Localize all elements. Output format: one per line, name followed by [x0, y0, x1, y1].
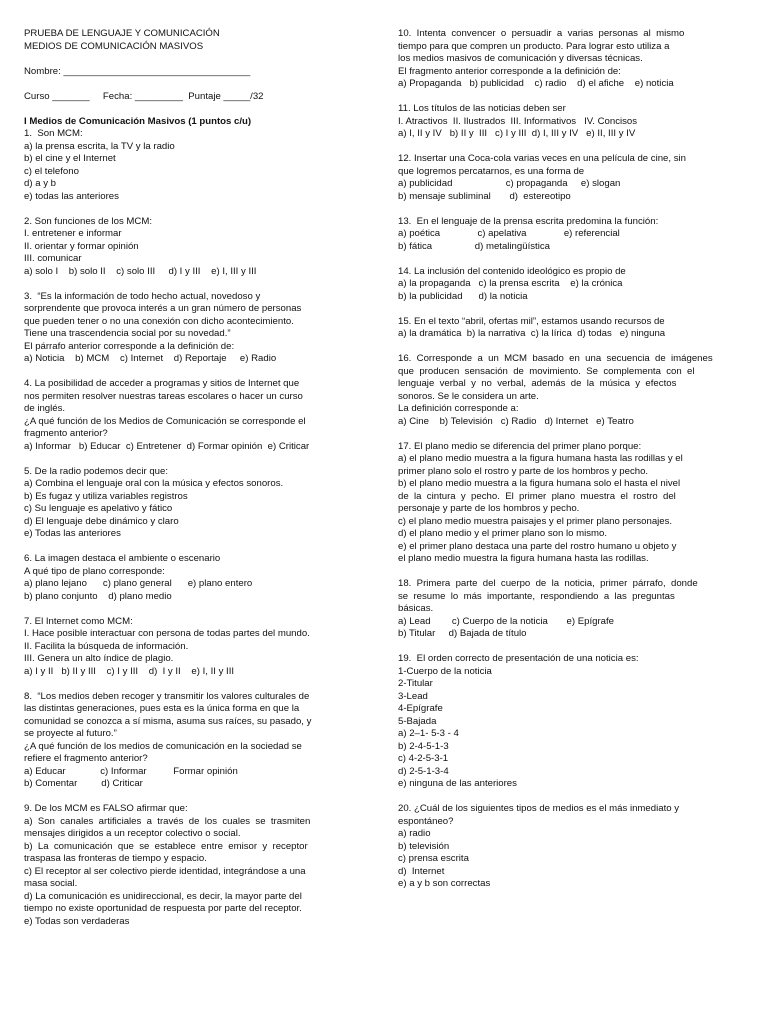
right-column-line: 2-Titular: [398, 678, 433, 689]
right-column-line: b) televisión: [398, 840, 450, 852]
left-column-line: ¿A qué función de los medios de comunicación en la sociedad se: [24, 740, 302, 752]
right-column-line: a) la dramática b) la narrativa c) la lírica d) todas e) ninguna: [398, 328, 666, 339]
left-column-line: I Medios de Comunicación Masivos (1 puntos c/u): [24, 115, 252, 127]
left-column-line: b) plano conjunto d) plano medio: [24, 590, 172, 602]
left-column-line: mensajes dirigidos a un receptor colectivo o social.: [24, 828, 241, 839]
right-column-line: a) publicidad c) propaganda e) slogan: [398, 178, 621, 189]
left-column-line: ¿A qué función de los Medios de Comunicación se corresponde el: [24, 415, 306, 427]
left-column-line: [24, 603, 369, 616]
right-column-line: 20. ¿Cuál de los siguientes tipos de medios es el más inmediato y: [398, 803, 680, 814]
right-column-line: d) el plano medio y el primer plano son lo mismo.: [398, 528, 608, 539]
right-column-line: a) 2–1- 5-3 - 4: [398, 728, 459, 739]
left-column-line: 3. “Es la información de todo hecho actual, novedoso y: [24, 290, 261, 302]
right-column-line: [398, 253, 745, 266]
right-column-line: espontáneo?: [398, 815, 454, 827]
left-column-line: tiempo no existe oportunidad de respuesta por parte del receptor.: [24, 903, 302, 914]
left-column-line: I. Hace posible interactuar con persona de todas partes del mundo.: [24, 628, 310, 639]
left-column-line: a) Educar c) Informar Formar opinión: [24, 765, 238, 777]
left-column-line: 6. La imagen destaca el ambiente o escenario: [24, 553, 221, 564]
right-column-line: I. Atractivos II. Ilustrados III. Informativos IV. Concisos: [398, 115, 638, 127]
left-column: [24, 28, 369, 928]
left-column-line: a) Noticia b) MCM c) Internet d) Reportaje e) Radio: [24, 353, 277, 364]
left-column-line: 9. De los MCM es FALSO afirmar que:: [24, 803, 188, 814]
left-column-line: sorprendente que provoca interés a un gran número de personas: [24, 303, 302, 314]
left-column-line: a) I y II b) II y III c) I y III d) I y II e) I, II y III: [24, 665, 235, 677]
left-column-line: e) Todas son verdaderas: [24, 915, 130, 927]
left-column-line: a) plano lejano c) plano general e) plano entero: [24, 578, 253, 589]
right-column-line: tiempo para que compren un producto. Para lograr esto utiliza a: [398, 40, 670, 52]
right-column-line: c) 4-2-5-3-1: [398, 753, 449, 764]
left-column-line: Tiene una trascendencia social por su novedad.”: [24, 328, 231, 339]
left-column-line: c) El receptor al ser colectivo pierde identidad, integrándose a una: [24, 865, 306, 877]
right-column-line: 3-Lead: [398, 690, 428, 702]
left-column-line: [24, 53, 369, 66]
left-column-line: nos permiten resolver nuestras tareas escolares o hacer un curso: [24, 390, 303, 402]
right-column-line: lenguaje verbal y no verbal, además de la música y efectos: [398, 378, 677, 389]
right-column-line: a) poética c) apelativa e) referencial: [398, 228, 620, 239]
right-column-line: a) Lead c) Cuerpo de la noticia e) Epígrafe: [398, 615, 614, 627]
left-column-line: [24, 78, 369, 91]
left-column-line: b) el cine y el Internet: [24, 153, 116, 164]
right-column-line: a) Propaganda b) publicidad c) radio d) el afiche e) noticia: [398, 78, 674, 89]
left-column-line: [24, 103, 369, 116]
right-column-line: 19. El orden correcto de presentación de una noticia es:: [398, 653, 639, 664]
left-column-line: 5. De la radio podemos decir que:: [24, 465, 168, 477]
left-column-line: I. entretener e informar: [24, 228, 122, 239]
right-column-line: a) la propaganda c) la prensa escrita e) la crónica: [398, 278, 623, 289]
right-column-line: [398, 566, 745, 579]
right-column-line: de la cintura y pecho. El primer plano muestra el rostro del: [398, 490, 676, 502]
left-column-line: de inglés.: [24, 403, 66, 414]
left-column-line: refiere el fragmento anterior?: [24, 753, 148, 764]
right-column-line: [398, 91, 745, 104]
left-column-line: masa social.: [24, 878, 78, 889]
right-column-line: a) radio: [398, 828, 431, 839]
right-column: [398, 28, 745, 891]
right-column-line: personaje y parte de los hombros y pecho.: [398, 503, 580, 514]
left-column-line: d) a y b: [24, 178, 56, 189]
right-column-line: se resume lo más importante, respondiendo a las preguntas: [398, 590, 675, 602]
right-column-line: primer plano solo el rostro y parte de los hombros y pecho.: [398, 465, 649, 477]
left-column-line: 8. “Los medios deben recoger y transmitir los valores culturales de: [24, 690, 310, 702]
right-column-line: a) el plano medio muestra a la figura humana hasta las rodillas y el: [398, 453, 683, 464]
right-column-line: b) Titular d) Bajada de título: [398, 628, 527, 639]
right-column-line: b) mensaje subliminal d) estereotipo: [398, 190, 571, 202]
left-column-line: b) Comentar d) Criticar: [24, 778, 143, 789]
left-column-line: a) Son canales artificiales a través de los cuales se trasmiten: [24, 815, 311, 827]
right-column-line: e) ninguna de las anteriores: [398, 778, 517, 789]
left-column-line: [24, 678, 369, 691]
right-column-line: 18. Primera parte del cuerpo de la noticia, primer párrafo, donde: [398, 578, 698, 589]
left-column-line: II. orientar y formar opinión: [24, 240, 139, 252]
left-column-line: comunidad se conozca a sí misma, asuma sus raíces, su pasado, y: [24, 715, 312, 727]
left-column-line: d) El lenguaje debe dinámico y claro: [24, 515, 179, 527]
left-column-line: [24, 453, 369, 466]
left-column-line: a) la prensa escrita, la TV y la radio: [24, 140, 175, 152]
left-column-line: [24, 791, 369, 804]
right-column-line: 14. La inclusión del contenido ideológico es propio de: [398, 265, 626, 277]
left-column-line: A qué tipo de plano corresponde:: [24, 565, 165, 577]
right-column-line: b) el plano medio muestra a la figura humana solo el hasta el nivel: [398, 478, 681, 489]
right-column-line: c) prensa escrita: [398, 853, 469, 864]
right-column-line: a) I, II y IV b) II y III c) I y III d) I, III y IV e) II, III y IV: [398, 128, 636, 139]
left-column-line: d) La comunicación es unidireccional, es decir, la mayor parte del: [24, 890, 302, 902]
right-column-line: El fragmento anterior corresponde a la definición de:: [398, 65, 621, 77]
right-column-line: e) a y b son correctas: [398, 878, 491, 889]
right-column-line: que producen sensación de movimiento. Se complementa con el: [398, 365, 695, 377]
right-column-line: [398, 791, 745, 804]
left-column-line: III. Genera un alto índice de plagio.: [24, 653, 174, 664]
left-column-line: e) todas las anteriores: [24, 190, 119, 202]
right-column-line: [398, 203, 745, 216]
right-column-line: a) Cine b) Televisión c) Radio d) Internet e) Teatro: [398, 415, 634, 427]
right-column-line: el plano medio muestra la figura humana hasta las rodillas.: [398, 553, 649, 564]
right-column-line: sonoros. Se le considera un arte.: [398, 390, 539, 402]
left-column-line: [24, 203, 369, 216]
right-column-line: 11. Los títulos de las noticias deben ser: [398, 103, 566, 114]
left-column-line: 2. Son funciones de los MCM:: [24, 215, 152, 227]
left-column-line: 7. El Internet como MCM:: [24, 615, 133, 627]
left-column-line: III. comunicar: [24, 253, 82, 264]
right-column-line: 1-Cuerpo de la noticia: [398, 665, 492, 677]
right-column-line: 13. En el lenguaje de la prensa escrita predomina la función:: [398, 215, 659, 227]
left-column-line: traspasa las fronteras de tiempo y espacio.: [24, 853, 207, 864]
left-column-line: MEDIOS DE COMUNICACIÓN MASIVOS: [24, 40, 204, 52]
right-column-line: b) la publicidad d) la noticia: [398, 290, 528, 302]
left-column-line: c) Su lenguaje es apelativo y fático: [24, 503, 173, 514]
right-column-line: 4-Epígrafe: [398, 703, 443, 714]
left-column-line: [24, 366, 369, 379]
left-column-line: a) solo I b) solo II c) solo III d) I y III e) I, III y III: [24, 265, 257, 277]
left-column-line: [24, 541, 369, 554]
right-column-line: [398, 641, 745, 654]
right-column-line: 16. Corresponde a un MCM basado en una secuencia de imágenes: [398, 353, 713, 364]
right-column-line: 15. En el texto “abril, ofertas mil”, estamos usando recursos de: [398, 315, 665, 327]
right-column-line: d) Internet: [398, 865, 445, 877]
left-column-line: se proyecte al futuro.”: [24, 728, 117, 739]
right-column-line: 10. Intenta convencer o persuadir a varias personas al mismo: [398, 28, 685, 39]
left-column-line: Nombre: ___________________________________: [24, 65, 251, 77]
right-column-line: d) 2-5-1-3-4: [398, 765, 449, 777]
left-column-line: a) Combina el lenguaje oral con la música y efectos sonoros.: [24, 478, 284, 489]
right-column-line: b) fática d) metalingüística: [398, 240, 550, 252]
left-column-line: fragmento anterior?: [24, 428, 108, 439]
right-column-line: [398, 341, 745, 354]
left-column-line: que pueden tener o no una conexión con dicho acontecimiento.: [24, 315, 294, 327]
left-column-line: a) Informar b) Educar c) Entretener d) Formar opinión e) Criticar: [24, 440, 310, 452]
left-column-line: Curso _______ Fecha: _________ Puntaje _____/32: [24, 90, 264, 102]
right-column-line: e) el primer plano destaca una parte del rostro humano u objeto y: [398, 540, 677, 552]
left-column-line: El párrafo anterior corresponde a la definición de:: [24, 340, 235, 352]
right-column-line: los medios masivos de comunicación y diversas técnicas.: [398, 53, 643, 64]
left-column-line: 4. La posibilidad de acceder a programas y sitios de Internet que: [24, 378, 300, 389]
right-column-line: [398, 303, 745, 316]
right-column-line: 12. Insertar una Coca-cola varias veces en una película de cine, sin: [398, 153, 686, 164]
right-column-line: [398, 428, 745, 441]
left-column-line: b) Es fugaz y utiliza variables registros: [24, 490, 188, 502]
left-column-line: II. Facilita la búsqueda de información.: [24, 640, 189, 652]
right-column-line: básicas.: [398, 603, 434, 614]
left-column-line: PRUEBA DE LENGUAJE Y COMUNICACIÓN: [24, 28, 220, 39]
right-column-line: b) 2-4-5-1-3: [398, 740, 449, 752]
right-column-line: [398, 141, 745, 154]
right-column-line: 5-Bajada: [398, 715, 437, 727]
left-column-line: c) el telefono: [24, 165, 79, 177]
right-column-line: que logremos percatarnos, es una forma de: [398, 165, 585, 177]
right-column-line: La definición corresponde a:: [398, 403, 519, 414]
left-column-line: [24, 278, 369, 291]
right-column-line: 17. El plano medio se diferencia del primer plano porque:: [398, 440, 642, 452]
left-column-line: e) Todas las anteriores: [24, 528, 121, 539]
left-column-line: 1. Son MCM:: [24, 128, 83, 139]
left-column-line: las distintas generaciones, pues esta es la única forma en que la: [24, 703, 300, 714]
left-column-line: b) La comunicación que se establece entre emisor y receptor: [24, 840, 308, 852]
right-column-line: c) el plano medio muestra paisajes y el primer plano personajes.: [398, 515, 673, 527]
